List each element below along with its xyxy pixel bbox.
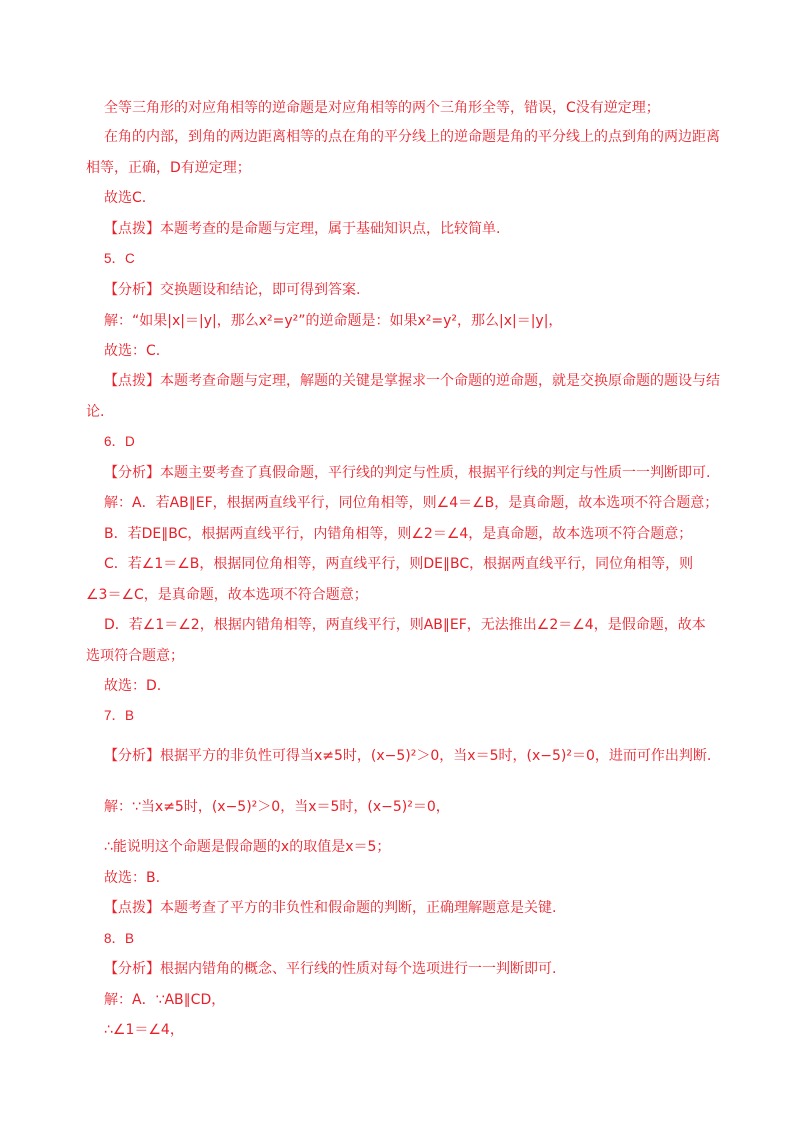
text-line: 故选：B. bbox=[104, 870, 161, 886]
text-line: 【分析】本题主要考查了真假命题，平行线的判定与性质，根据平行线的判定与性质一一判断即可. bbox=[104, 465, 711, 481]
question-number: 5．C bbox=[104, 251, 135, 266]
text-line: 故选：C. bbox=[104, 343, 161, 359]
text-line: 故选C. bbox=[104, 190, 147, 206]
text-line: 【分析】根据平方的非负性可得当x≠5时，(x−5)²＞0，当x＝5时，(x−5)²＝0，进而可作出判断. bbox=[104, 748, 712, 764]
text-line: B．若DE∥BC，根据两直线平行，内错角相等，则∠2＝∠4，是真命题，故本选项不符合题意； bbox=[104, 526, 693, 542]
text-line: 【点拨】本题考查了平方的非负性和假命题的判断，正确理解题意是关键. bbox=[104, 900, 557, 916]
text-line: 【分析】根据内错角的概念、平行线的性质对每个选项进行一一判断即可. bbox=[104, 961, 557, 977]
text-line: ∴∠1＝∠4， bbox=[104, 1022, 184, 1038]
text-line: 选项符合题意； bbox=[86, 648, 184, 664]
text-line: 相等，正确，D有逆定理； bbox=[86, 160, 251, 176]
text-line: 【点拨】本题考查的是命题与定理，属于基础知识点，比较简单. bbox=[104, 221, 501, 237]
text-line: ∴能说明这个命题是假命题的x的取值是x＝5； bbox=[104, 839, 391, 855]
text-line: 解：“如果|x|＝|y|，那么x²=y²”的逆命题是：如果x²=y²，那么|x|＝|y|， bbox=[104, 313, 563, 329]
text-line: ∠3＝∠C，是真命题，故本选项不符合题意； bbox=[86, 587, 368, 603]
text-line: 解：∵当x≠5时，(x−5)²＞0，当x＝5时，(x−5)²＝0， bbox=[104, 799, 450, 815]
text-line: 全等三角形的对应角相等的逆命题是对应角相等的两个三角形全等，错误，C没有逆定理； bbox=[104, 100, 660, 116]
text-line: 故选：D. bbox=[104, 678, 162, 694]
text-line: 【分析】交换题设和结论，即可得到答案. bbox=[104, 282, 361, 298]
text-line: C．若∠1＝∠B，根据同位角相等，两直线平行，则DE∥BC，根据两直线平行，同位角相等，则 bbox=[104, 556, 694, 572]
question-number: 8．B bbox=[104, 931, 135, 946]
text-line: 在角的内部，到角的两边距离相等的点在角的平分线上的逆命题是角的平分线上的点到角的两边距离 bbox=[104, 129, 720, 145]
text-line: 【点拨】本题考查命题与定理，解题的关键是掌握求一个命题的逆命题，就是交换原命题的题设与结 bbox=[104, 373, 720, 389]
text-line: 解：A．∵AB∥CD， bbox=[104, 992, 226, 1008]
question-number: 7．B bbox=[104, 708, 135, 723]
text-line: 解：A．若AB∥EF，根据两直线平行，同位角相等，则∠4＝∠B，是真命题，故本选项不符合题意； bbox=[104, 495, 719, 511]
text-line: 论. bbox=[86, 404, 105, 420]
text-line: D．若∠1＝∠2，根据内错角相等，两直线平行，则AB∥EF，无法推出∠2＝∠4，是假命题，故本 bbox=[104, 617, 706, 633]
question-number: 6．D bbox=[104, 434, 135, 449]
